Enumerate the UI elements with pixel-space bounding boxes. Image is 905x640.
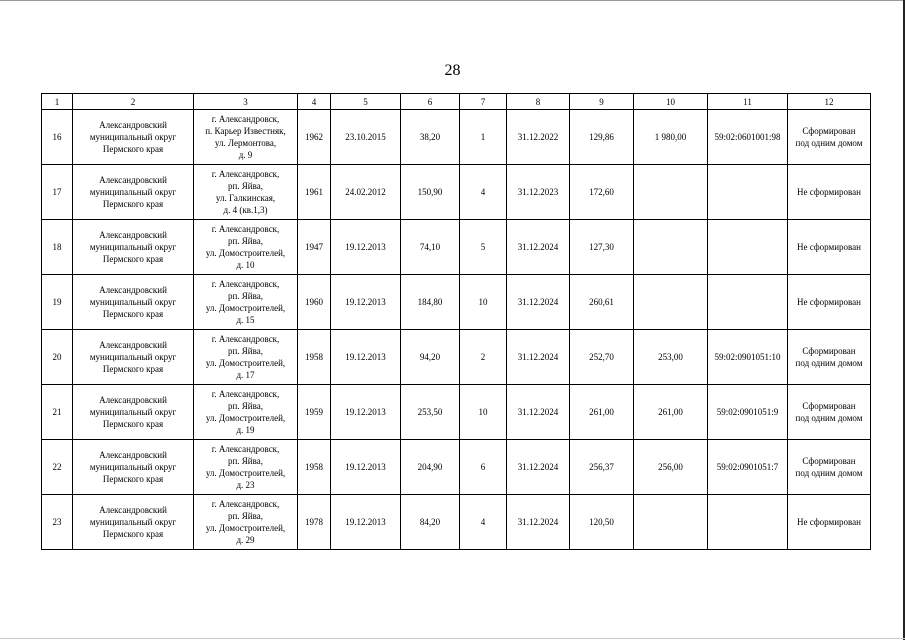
column-header: 1	[42, 94, 73, 110]
column-header: 5	[331, 94, 401, 110]
cell-line: д. 10	[236, 260, 255, 270]
cell-line: Пермского края	[102, 419, 164, 429]
cell-line: Пермского края	[102, 309, 164, 319]
row-number-cell: 21	[42, 385, 73, 440]
cell-line: Пермского края	[102, 474, 164, 484]
cell-line: д. 9	[238, 150, 253, 160]
cell-line: Пермского края	[102, 144, 164, 154]
count-cell: 10	[460, 275, 507, 330]
cell-line: Александровский	[99, 175, 167, 185]
column-header: 4	[298, 94, 331, 110]
count-cell: 4	[460, 165, 507, 220]
cell-line: Пермского края	[102, 254, 164, 264]
cell-line: рп. Яйва,	[227, 456, 263, 466]
municipality-cell	[73, 385, 194, 440]
page-number: 28	[444, 62, 461, 79]
deadline-cell: 31.12.2024	[507, 440, 570, 495]
date-cell: 19.12.2013	[331, 440, 401, 495]
cell-line: Александровский	[99, 230, 167, 240]
cadastral-number-cell	[708, 165, 788, 220]
column-header: 2	[73, 94, 194, 110]
table-row	[42, 385, 871, 440]
cell-line: рп. Яйва,	[227, 346, 263, 356]
cell-line: Сформирован	[802, 126, 856, 136]
cell-line: рп. Яйва,	[227, 236, 263, 246]
area-cell: 204,90	[401, 440, 460, 495]
area-cell: 253,50	[401, 385, 460, 440]
column-header: 9	[570, 94, 634, 110]
table-row	[42, 220, 871, 275]
row-number-cell: 18	[42, 220, 73, 275]
cell-line: муниципальный округ	[89, 352, 177, 362]
municipality-cell	[73, 110, 194, 165]
cell-line: д. 4 (кв.1,3)	[223, 205, 268, 215]
deadline-cell: 31.12.2022	[507, 110, 570, 165]
cell-line: д. 17	[236, 370, 255, 380]
cell-line: Александровский	[99, 120, 167, 130]
land-area-cell	[634, 165, 708, 220]
address-cell	[194, 165, 298, 220]
cell-line: г. Александровск,	[211, 169, 280, 179]
scan-bottom-edge	[0, 638, 905, 639]
cadastral-number-cell: 59:02:0901051:9	[708, 385, 788, 440]
cell-line: Александровский	[99, 395, 167, 405]
address-cell	[194, 275, 298, 330]
cell-line: Александровский	[99, 505, 167, 515]
address-cell	[194, 385, 298, 440]
column-header: 6	[401, 94, 460, 110]
year-built-cell: 1978	[298, 495, 331, 550]
count-cell: 6	[460, 440, 507, 495]
column-header: 10	[634, 94, 708, 110]
year-built-cell: 1947	[298, 220, 331, 275]
land-status-cell	[788, 220, 871, 275]
address-cell	[194, 330, 298, 385]
total-area-cell: 129,86	[570, 110, 634, 165]
area-cell: 38,20	[401, 110, 460, 165]
cell-line: г. Александровск,	[211, 334, 280, 344]
cell-line: Сформирован	[802, 346, 856, 356]
cell-line: Александровский	[99, 285, 167, 295]
year-built-cell: 1960	[298, 275, 331, 330]
date-cell: 19.12.2013	[331, 220, 401, 275]
column-header: 8	[507, 94, 570, 110]
cell-line: ул. Домостроителей,	[205, 303, 286, 313]
cell-line: рп. Яйва,	[227, 181, 263, 191]
cell-line: п. Карьер Известняк,	[205, 126, 286, 136]
table-row	[42, 165, 871, 220]
cell-line: под одним домом	[795, 358, 863, 368]
count-cell: 5	[460, 220, 507, 275]
count-cell: 1	[460, 110, 507, 165]
total-area-cell: 120,50	[570, 495, 634, 550]
municipality-cell	[73, 330, 194, 385]
address-cell	[194, 495, 298, 550]
land-status-cell	[788, 330, 871, 385]
cell-line: д. 29	[236, 535, 255, 545]
cell-line: г. Александровск,	[211, 224, 280, 234]
count-cell: 10	[460, 385, 507, 440]
cell-line: ул. Домостроителей,	[205, 358, 286, 368]
land-area-cell: 261,00	[634, 385, 708, 440]
column-number-row	[42, 94, 871, 110]
total-area-cell: 261,00	[570, 385, 634, 440]
total-area-cell: 252,70	[570, 330, 634, 385]
cadastral-number-cell: 59:02:0901051:7	[708, 440, 788, 495]
cell-line: муниципальный округ	[89, 132, 177, 142]
cell-line: ул. Домостроителей,	[205, 523, 286, 533]
column-header: 7	[460, 94, 507, 110]
row-number-cell: 17	[42, 165, 73, 220]
municipality-cell	[73, 440, 194, 495]
total-area-cell: 260,61	[570, 275, 634, 330]
year-built-cell: 1962	[298, 110, 331, 165]
cell-line: ул. Лермонтова,	[214, 138, 277, 148]
cell-line: ул. Домостроителей,	[205, 248, 286, 258]
table-row	[42, 110, 871, 165]
municipality-cell	[73, 275, 194, 330]
land-area-cell	[634, 495, 708, 550]
address-cell	[194, 220, 298, 275]
deadline-cell: 31.12.2024	[507, 385, 570, 440]
column-header: 12	[788, 94, 871, 110]
cell-line: Александровский	[99, 340, 167, 350]
total-area-cell: 127,30	[570, 220, 634, 275]
deadline-cell: 31.12.2023	[507, 165, 570, 220]
count-cell: 4	[460, 495, 507, 550]
area-cell: 94,20	[401, 330, 460, 385]
housing-registry-table	[41, 93, 871, 550]
cell-line: г. Александровск,	[211, 499, 280, 509]
cell-line: Не сформирован	[797, 242, 861, 252]
land-status-cell	[788, 165, 871, 220]
table-row	[42, 275, 871, 330]
land-status-cell	[788, 275, 871, 330]
deadline-cell: 31.12.2024	[507, 330, 570, 385]
address-cell	[194, 110, 298, 165]
cell-line: Не сформирован	[797, 187, 861, 197]
municipality-cell	[73, 220, 194, 275]
date-cell: 23.10.2015	[331, 110, 401, 165]
cell-line: ул. Домостроителей,	[205, 413, 286, 423]
date-cell: 19.12.2013	[331, 275, 401, 330]
count-cell: 2	[460, 330, 507, 385]
row-number-cell: 22	[42, 440, 73, 495]
cadastral-number-cell	[708, 220, 788, 275]
cell-line: муниципальный округ	[89, 407, 177, 417]
column-header: 3	[194, 94, 298, 110]
row-number-cell: 20	[42, 330, 73, 385]
date-cell: 19.12.2013	[331, 385, 401, 440]
table-row	[42, 495, 871, 550]
year-built-cell: 1958	[298, 330, 331, 385]
cell-line: Пермского края	[102, 364, 164, 374]
land-area-cell	[634, 275, 708, 330]
cell-line: муниципальный округ	[89, 242, 177, 252]
cadastral-number-cell: 59:02:0901051:10	[708, 330, 788, 385]
area-cell: 84,20	[401, 495, 460, 550]
land-area-cell: 256,00	[634, 440, 708, 495]
land-status-cell	[788, 385, 871, 440]
cell-line: муниципальный округ	[89, 462, 177, 472]
land-area-cell: 253,00	[634, 330, 708, 385]
cell-line: Сформирован	[802, 456, 856, 466]
row-number-cell: 16	[42, 110, 73, 165]
year-built-cell: 1959	[298, 385, 331, 440]
cell-line: Не сформирован	[797, 297, 861, 307]
cell-line: рп. Яйва,	[227, 291, 263, 301]
date-cell: 19.12.2013	[331, 495, 401, 550]
municipality-cell	[73, 165, 194, 220]
cell-line: ул. Домостроителей,	[205, 468, 286, 478]
cadastral-number-cell	[708, 495, 788, 550]
year-built-cell: 1961	[298, 165, 331, 220]
cell-line: Пермского края	[102, 199, 164, 209]
deadline-cell: 31.12.2024	[507, 495, 570, 550]
cadastral-number-cell	[708, 275, 788, 330]
year-built-cell: 1958	[298, 440, 331, 495]
deadline-cell: 31.12.2024	[507, 275, 570, 330]
deadline-cell: 31.12.2024	[507, 220, 570, 275]
cell-line: д. 15	[236, 315, 255, 325]
cell-line: г. Александровск,	[211, 389, 280, 399]
cell-line: муниципальный округ	[89, 297, 177, 307]
area-cell: 150,90	[401, 165, 460, 220]
land-area-cell: 1 980,00	[634, 110, 708, 165]
land-area-cell	[634, 220, 708, 275]
address-cell	[194, 440, 298, 495]
land-status-cell	[788, 440, 871, 495]
cell-line: Александровский	[99, 450, 167, 460]
row-number-cell: 23	[42, 495, 73, 550]
cell-line: г. Александровск,	[211, 444, 280, 454]
land-status-cell	[788, 495, 871, 550]
total-area-cell: 256,37	[570, 440, 634, 495]
cell-line: ул. Галкинская,	[215, 193, 276, 203]
cell-line: г. Александровск,	[211, 279, 280, 289]
cell-line: д. 19	[236, 425, 255, 435]
cell-line: под одним домом	[795, 413, 863, 423]
land-status-cell	[788, 110, 871, 165]
table-row	[42, 440, 871, 495]
total-area-cell: 172,60	[570, 165, 634, 220]
cell-line: муниципальный округ	[89, 517, 177, 527]
cell-line: рп. Яйва,	[227, 511, 263, 521]
municipality-cell	[73, 495, 194, 550]
date-cell: 24.02.2012	[331, 165, 401, 220]
table-row	[42, 330, 871, 385]
cell-line: д. 23	[236, 480, 255, 490]
cell-line: под одним домом	[795, 468, 863, 478]
column-header: 11	[708, 94, 788, 110]
date-cell: 19.12.2013	[331, 330, 401, 385]
cell-line: г. Александровск,	[211, 114, 280, 124]
cadastral-number-cell: 59:02:0601001:98	[708, 110, 788, 165]
cell-line: под одним домом	[795, 138, 863, 148]
cell-line: Не сформирован	[797, 517, 861, 527]
scan-top-edge	[0, 0, 905, 1]
cell-line: рп. Яйва,	[227, 401, 263, 411]
row-number-cell: 19	[42, 275, 73, 330]
area-cell: 74,10	[401, 220, 460, 275]
cell-line: Сформирован	[802, 401, 856, 411]
cell-line: муниципальный округ	[89, 187, 177, 197]
area-cell: 184,80	[401, 275, 460, 330]
table-body	[42, 110, 871, 550]
cell-line: Пермского края	[102, 529, 164, 539]
